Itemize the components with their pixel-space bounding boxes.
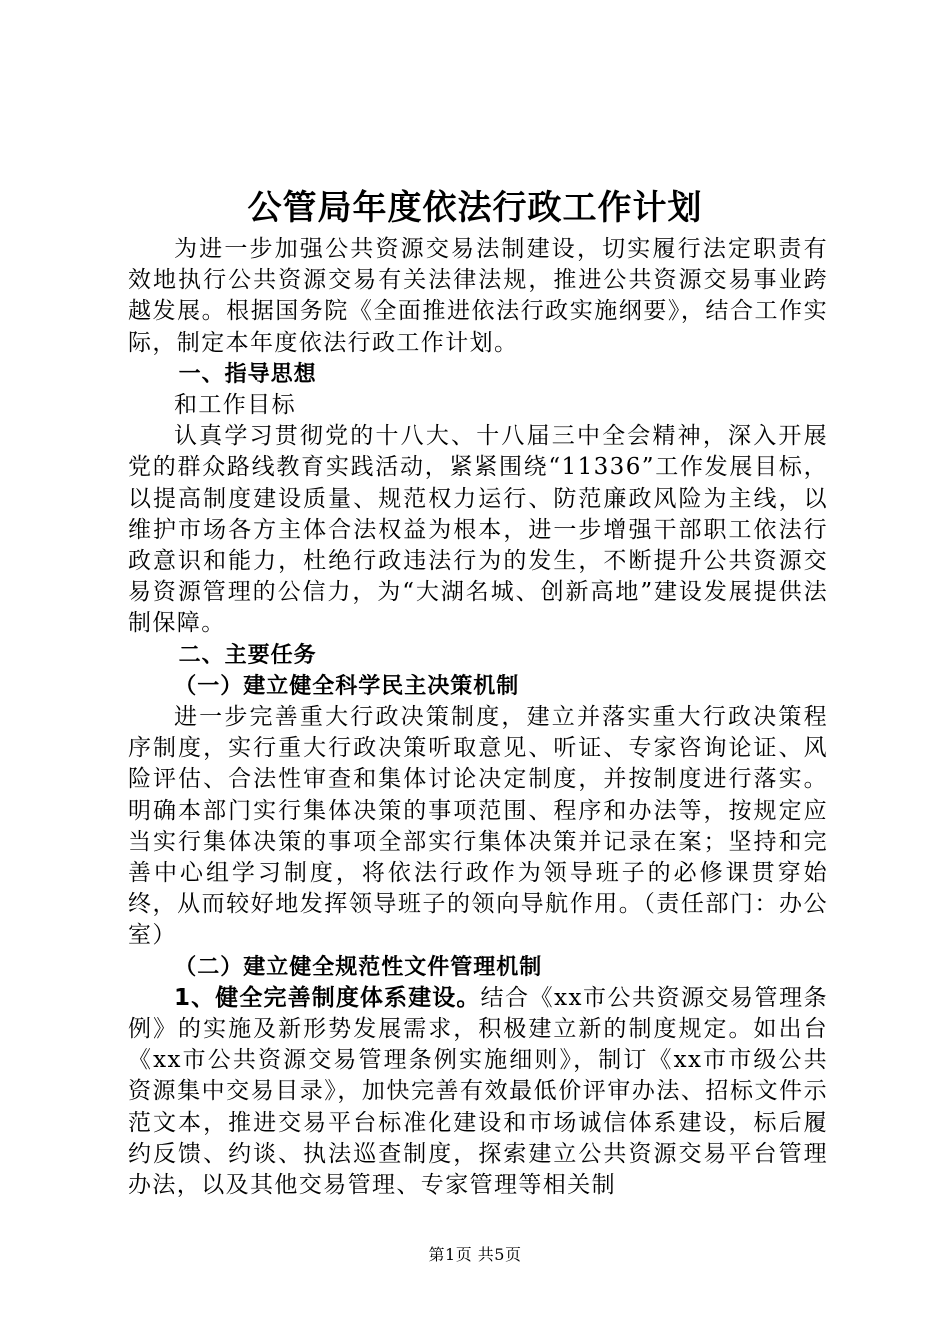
section-2-heading: 二、主要任务 — [178, 642, 317, 668]
intro-paragraph: 为进一步加强公共资源交易法制建设，切实履行法定职责有效地执行公共资源交易有关法律法规，推进公共资源交易事业跨越发展。根据国务院《全面推进依法行政实施纲要》，结合工作实际，制定本年度依法行政工作计划。 — [128, 236, 828, 356]
document-title: 公管局年度依法行政工作计划 — [247, 188, 703, 228]
section-1-heading-continuation: 和工作目标 — [174, 392, 296, 419]
subsection-2-1-heading: （一）建立健全科学民主决策机制 — [174, 673, 520, 699]
item-1-text: 结合《xx市公共资源交易管理条例》的实施及新形势发展需求，积极建立新的制度规定。如出台《xx市公共资源交易管理条例实施细则》，制订《xx市市级公共资源集中交易目录》，加快完善有效最低价评审办法、招标文件示范文本，推进交易平台标准化建设和市场诚信体系建设，标后履约反馈、约谈、执法巡查制度，探索建立公共资源交易平台管理办法，以及其他交易管理、专家管理等相关制 — [128, 984, 828, 1199]
section-1-paragraph: 认真学习贯彻党的十八大、十八届三中全会精神，深入开展党的群众路线教育实践活动，紧紧围绕“11336”工作发展目标，以提高制度建设质量、规范权力运行、防范廉政风险为主线，以维护市场各方主体合法权益为根本，进一步增强干部职工依法行政意识和能力，杜绝行政违法行为的发生，不断提升公共资源交易资源管理的公信力，为“大湖名城、创新高地”建设发展提供法制保障。 — [128, 423, 828, 637]
subsection-2-2-heading: （二）建立健全规范性文件管理机制 — [174, 954, 543, 980]
page-number-footer: 第1页 共5页 — [428, 1245, 522, 1264]
document-body — [128, 234, 828, 1201]
subsection-2-1-paragraph: 进一步完善重大行政决策制度，建立并落实重大行政决策程序制度，实行重大行政决策听取意见、听证、专家咨询论证、风险评估、合法性审查和集体讨论决定制度，并按制度进行落实。明确本部门实行集体决策的事项范围、程序和办法等，按规定应当实行集体决策的事项全部实行集体决策并记录在案；坚持和完善中心组学习制度，将依法行政作为领导班子的必修课贯穿始终，从而较好地发挥领导班子的领向导航作用。（责任部门：办公室） — [128, 704, 828, 949]
item-1-lead: 1、健全完善制度体系建设。 — [174, 984, 481, 1011]
subsection-2-2-item-1 — [128, 983, 828, 1201]
section-1-heading: 一、指导思想 — [178, 361, 317, 387]
